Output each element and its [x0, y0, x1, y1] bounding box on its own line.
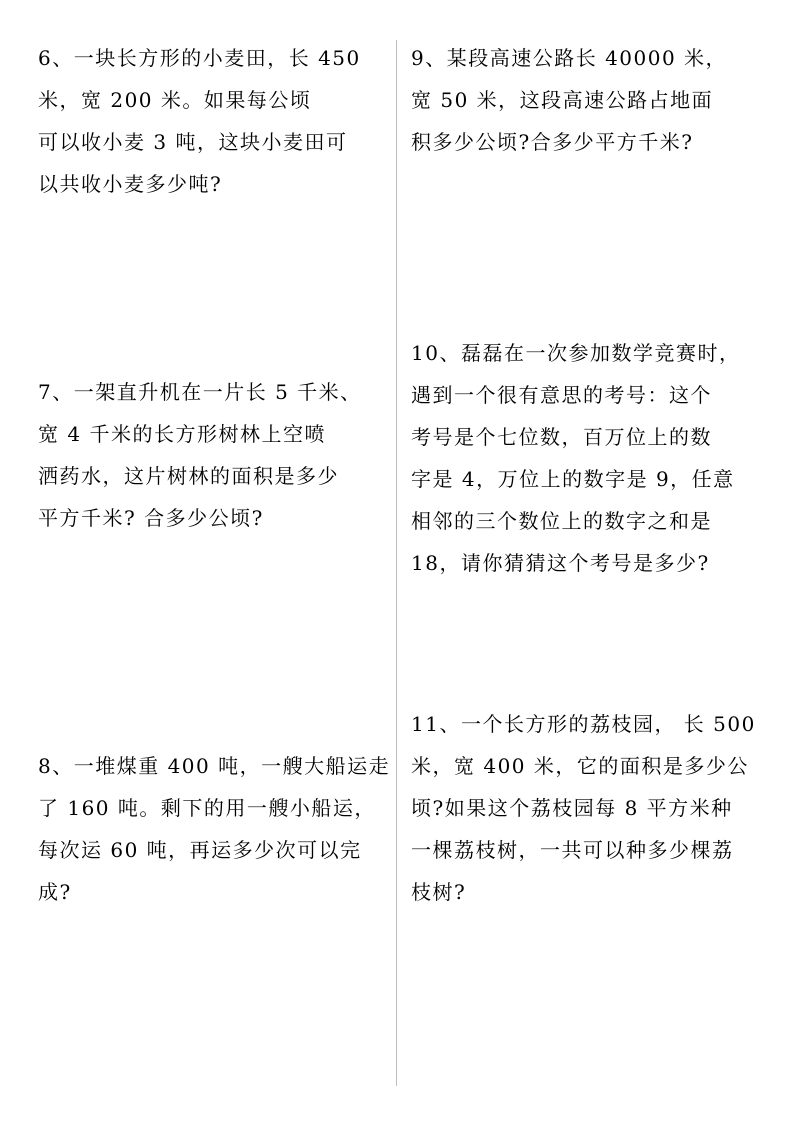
problem-7-line-4: 平方千米? 合多少公顷? [38, 506, 264, 530]
problem-10-line-5: 相邻的三个数位上的数字之和是 [411, 509, 712, 533]
problem-10-line-1: 10、磊磊在一次参加数学竞赛时， [411, 341, 741, 365]
problem-8-line-3: 每次运 60 吨，再运多少次可以完 [38, 838, 362, 862]
problem-9 [411, 37, 727, 163]
problem-7-line-1: 7、一架直升机在一片长 5 千米、 [38, 380, 362, 404]
problem-7-line-3: 洒药水，这片树林的面积是多少 [38, 464, 339, 488]
problem-10-line-4: 字是 4，万位上的数字是 9，任意 [411, 467, 735, 491]
problem-11 [411, 703, 756, 913]
problem-10-line-2: 遇到一个很有意思的考号：这个 [411, 383, 712, 407]
problem-6-line-2: 米，宽 200 米。如果每公顷 [38, 88, 312, 112]
problem-10-line-6: 18，请你猜猜这个考号是多少? [411, 551, 710, 575]
problem-9-line-2: 宽 50 米，这段高速公路占地面 [411, 88, 714, 112]
column-divider [396, 40, 397, 1086]
problem-7 [38, 371, 362, 539]
problem-9-line-1: 9、某段高速公路长 40000 米， [411, 46, 728, 70]
problem-11-line-1: 11、一个长方形的荔枝园， 长 500 [411, 712, 756, 736]
problem-8-line-4: 成? [38, 880, 72, 904]
problem-10 [411, 332, 740, 584]
problem-7-line-2: 宽 4 千米的长方形树林上空喷 [38, 422, 326, 446]
problem-6-line-4: 以共收小麦多少吨? [38, 172, 223, 196]
problem-6-line-3: 可以收小麦 3 吨，这块小麦田可 [38, 130, 348, 154]
problem-11-line-2: 米，宽 400 米，它的面积是多少公 [411, 754, 749, 778]
problem-11-line-5: 枝树? [411, 880, 467, 904]
problem-6 [38, 37, 361, 205]
problem-8 [38, 745, 390, 913]
problem-8-line-2: 了 160 吨。剩下的用一艘小船运， [38, 796, 376, 820]
problem-11-line-3: 顷?如果这个荔枝园每 8 平方米种 [411, 796, 733, 820]
problem-10-line-3: 考号是个七位数，百万位上的数 [411, 425, 712, 449]
problem-9-line-3: 积多少公顷?合多少平方千米? [411, 130, 694, 154]
problem-8-line-1: 8、一堆煤重 400 吨，一艘大船运走 [38, 754, 391, 778]
problem-6-line-1: 6、一块长方形的小麦田，长 450 [38, 46, 361, 70]
problem-11-line-4: 一棵荔枝树，一共可以种多少棵荔 [411, 838, 734, 862]
